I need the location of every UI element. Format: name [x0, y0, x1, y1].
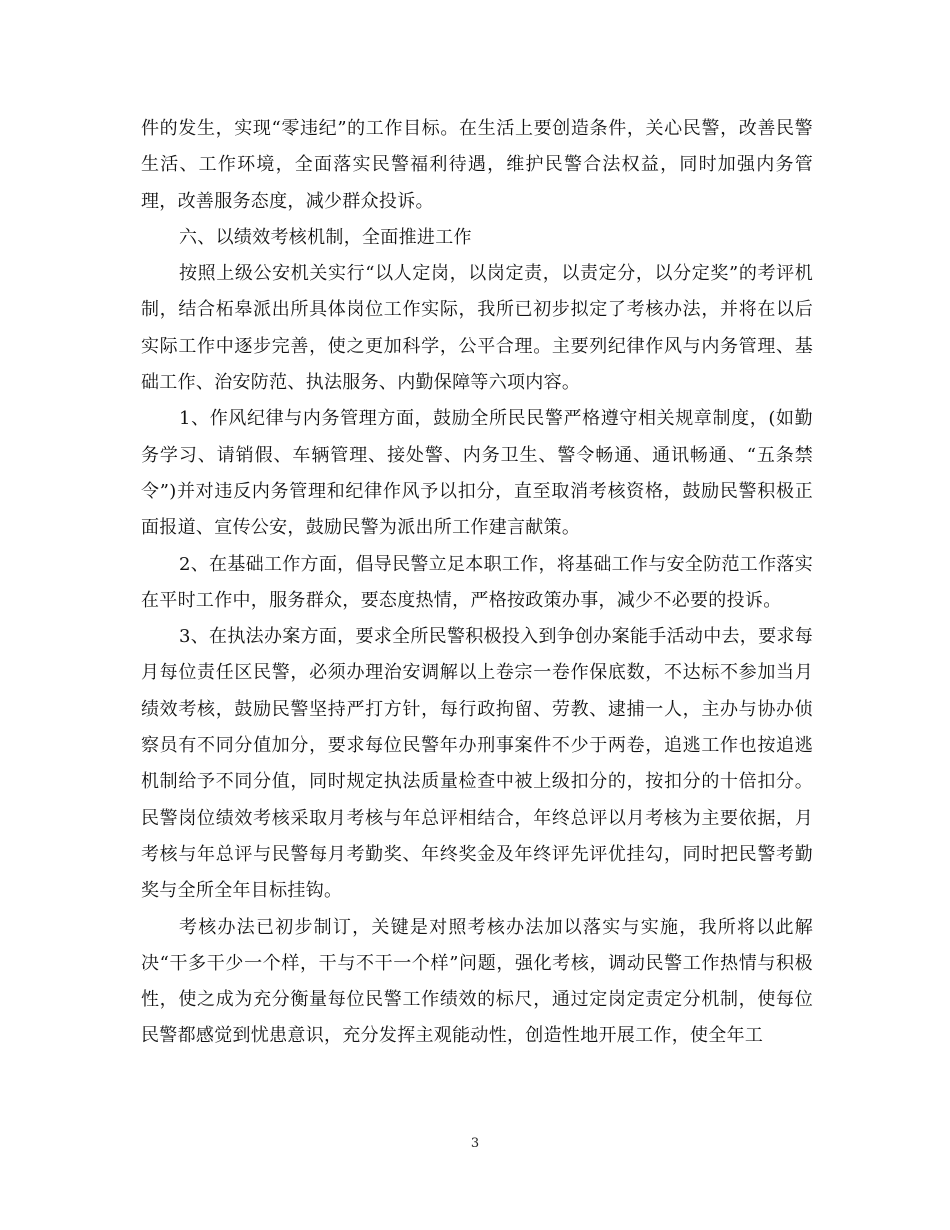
paragraph-item-2: 2、在基础工作方面，倡导民警立足本职工作，将基础工作与安全防范工作落实在平时工作中，服务群众，要态度热情，严格按政策办事，减少不必要的投诉。 — [141, 553, 813, 611]
page-number: 3 — [470, 1136, 480, 1151]
paragraph-continuation: 件的发生，实现“零违纪”的工作目标。在生活上要创造条件，关心民警，改善民警生活、工作环境，全面落实民警福利待遇，维护民警合法权益，同时加强内务管理，改善服务态度，减少群众投诉。 — [141, 118, 813, 212]
paragraph-conclusion: 考核办法已初步制订，关键是对照考核办法加以落实与实施，我所将以此解决“干多干少一个样，干与不干一个样”问题，强化考核，调动民警工作热情与积极性，使之成为充分衡量每位民警工作绩效的标尺，通过定岗定责定分机制，使每位民警都感觉到忧患意识，充分发挥主观能动性，创造性地开展工作，使全年工 — [141, 916, 813, 1047]
paragraph-item-3: 3、在执法办案方面，要求全所民警积极投入到争创办案能手活动中去，要求每月每位责任区民警，必须办理治安调解以上卷宗一卷作保底数，不达标不参加当月绩效考核，鼓励民警坚持严打方针，每行政拘留、劳教、逮捕一人，主办与协办侦察员有不同分值加分，要求每位民警年办刑事案件不少于两卷，追逃工作也按追逃机制给予不同分值，同时规定执法质量检查中被上级扣分的，按扣分的十倍扣分。民警岗位绩效考核采取月考核与年总评相结合，年终总评以月考核为主要依据，月考核与年总评与民警每月考勤奖、年终奖金及年终评先评优挂勾，同时把民警考勤奖与全所全年目标挂钩。 — [141, 626, 813, 902]
section-heading-six: 六、以绩效考核机制，全面推进工作 — [179, 226, 472, 248]
paragraph-assessment-mechanism: 按照上级公安机关实行“以人定岗，以岗定责，以责定分，以分定奖”的考评机制，结合柘皋派出所具体岗位工作实际，我所已初步拟定了考核办法，并将在以后实际工作中逐步完善，使之更加科学，公平合理。主要列纪律作风与内务管理、基础工作、治安防范、执法服务、内勤保障等六项内容。 — [141, 263, 813, 394]
paragraph-item-1: 1、作风纪律与内务管理方面，鼓励全所民民警严格遵守相关规章制度，(如勤务学习、请销假、车辆管理、接处警、内务卫生、警令畅通、通讯畅通、“五条禁令”)并对违反内务管理和纪律作风予以扣分，直至取消考核资格，鼓励民警积极正面报道、宣传公安，鼓励民警为派出所工作建言献策。 — [141, 408, 813, 539]
body-text — [141, 111, 813, 1055]
